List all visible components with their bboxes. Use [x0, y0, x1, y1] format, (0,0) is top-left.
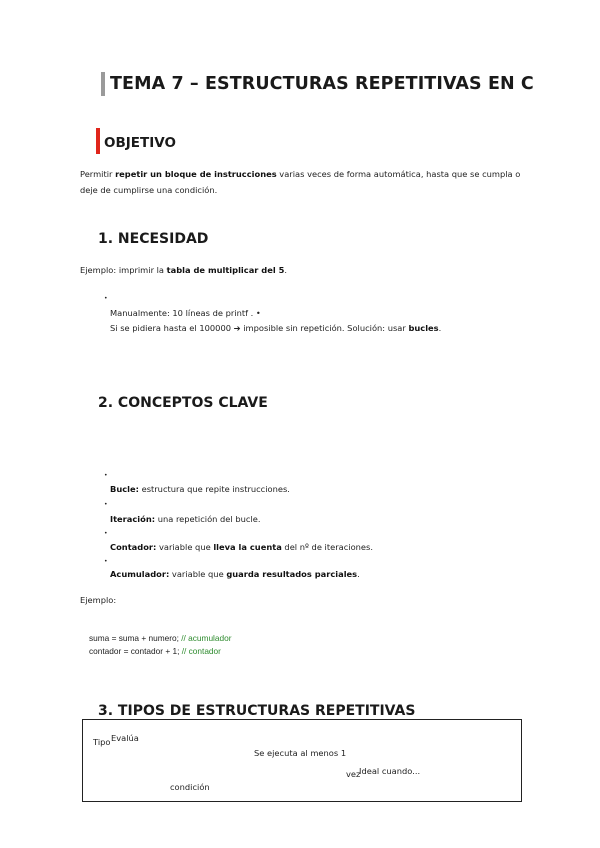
bullet-marker: •: [104, 530, 108, 537]
example-text-a: Ejemplo: imprimir la: [80, 265, 167, 275]
example-text-c: .: [284, 265, 287, 275]
concept-bold: lleva la cuenta: [213, 542, 282, 552]
concept-term: Acumulador:: [110, 569, 170, 579]
concept-term: Bucle:: [110, 484, 139, 494]
concept-item: [110, 542, 373, 552]
code-comment: // contador: [181, 646, 221, 656]
code-block: [89, 632, 232, 658]
concept-item: [110, 569, 360, 579]
hyp-text-bold: bucles: [408, 323, 439, 333]
section-1-example: [80, 262, 287, 278]
section-1-heading: 1. NECESIDAD: [98, 231, 209, 247]
concept-desc: variable que: [169, 569, 227, 579]
concept-bold: guarda resultados parciales: [226, 569, 358, 579]
bullet-marker: •: [104, 558, 108, 565]
hyp-text-c: .: [438, 323, 442, 333]
table-cell-tipo: Tipo: [93, 737, 111, 747]
bullet-marker: •: [104, 295, 108, 302]
concept-item: [110, 514, 261, 524]
code-line: [89, 632, 232, 645]
bullet-marker: •: [104, 501, 108, 508]
table-cell-vez: vez: [346, 769, 361, 779]
example-text-bold: tabla de multiplicar del 5: [166, 265, 285, 275]
code-line: [89, 645, 232, 658]
bullet-marker: •: [104, 472, 108, 479]
objective-text-a: Permitir: [80, 169, 116, 179]
code-statement: contador = contador + 1;: [89, 646, 182, 656]
types-table: [82, 719, 522, 802]
table-cell-ideal: Ideal cuando...: [359, 766, 421, 776]
objective-line-2: deje de cumplirse una condición.: [80, 185, 218, 195]
section-3-heading: 3. TIPOS DE ESTRUCTURAS REPETITIVAS: [98, 703, 416, 719]
manual-line: Manualmente: 10 líneas de printf . •: [110, 308, 261, 318]
concept-desc: variable que: [156, 542, 214, 552]
objective-heading: OBJETIVO: [96, 128, 176, 154]
concept-term: Contador:: [110, 542, 157, 552]
concept-desc-end: del nº de iteraciones.: [281, 542, 373, 552]
code-statement: suma = suma + numero;: [89, 633, 182, 643]
section-2-heading: 2. CONCEPTOS CLAVE: [98, 395, 268, 411]
table-cell-evalua: Evalúa: [111, 733, 139, 743]
objective-paragraph: [80, 166, 520, 198]
concept-desc: una repetición del bucle.: [155, 514, 261, 524]
concept-term: Iteración:: [110, 514, 156, 524]
objective-line-1: [80, 166, 520, 182]
concept-desc-end: .: [357, 569, 360, 579]
table-cell-ejecuta: Se ejecuta al menos 1: [254, 748, 347, 758]
objective-text-c: varias veces de forma automática, hasta que se cumpla o: [276, 169, 521, 179]
hypothetical-line: [110, 323, 441, 333]
concept-item: [110, 484, 290, 494]
page-title: TEMA 7 – ESTRUCTURAS REPETITIVAS EN C: [101, 72, 534, 96]
objective-text-bold: repetir un bloque de instrucciones: [115, 169, 277, 179]
example-label: Ejemplo:: [80, 595, 117, 605]
hyp-text-a: Si se pidiera hasta el 100000 ➔ imposible sin repetición. Solución: usar: [110, 323, 409, 333]
table-cell-condicion: condición: [170, 782, 210, 792]
code-comment: // acumulador: [181, 633, 232, 643]
concept-desc: estructura que repite instrucciones.: [138, 484, 290, 494]
